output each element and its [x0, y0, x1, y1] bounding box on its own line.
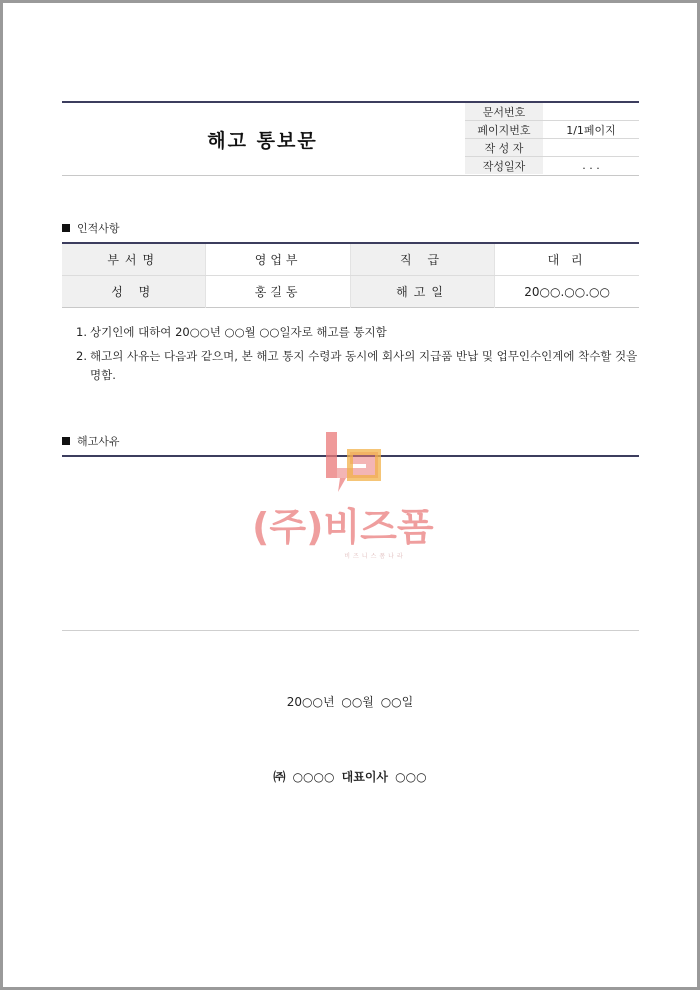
meta-label: 작성일자 — [465, 157, 543, 175]
bullet-square-icon — [62, 224, 70, 232]
meta-value — [543, 139, 639, 157]
meta-row — [465, 139, 639, 157]
item-number: 1. — [76, 325, 87, 339]
info-value: 대 리 — [495, 243, 639, 276]
info-label: 해고일 — [350, 276, 494, 308]
info-label: 성 명 — [62, 276, 206, 308]
meta-value: 1/1페이지 — [543, 121, 639, 139]
info-value: 영업부 — [206, 243, 350, 276]
info-label: 부서명 — [62, 243, 206, 276]
meta-value — [543, 103, 639, 121]
reason-section-heading — [62, 433, 120, 449]
meta-value: . . . — [582, 159, 600, 172]
reason-bottom-rule — [62, 630, 639, 631]
meta-row — [465, 121, 639, 139]
notice-list — [76, 323, 641, 390]
section-label: 해고사유 — [77, 435, 120, 448]
personal-info-table — [62, 242, 639, 308]
info-label: 직 급 — [350, 243, 494, 276]
meta-label: 문서번호 — [465, 103, 543, 121]
personal-section-heading — [62, 220, 120, 236]
document-title: 해고 통보문 — [207, 129, 318, 152]
info-row — [62, 276, 639, 308]
meta-row — [465, 157, 639, 175]
meta-label: 작 성 자 — [465, 139, 543, 157]
list-item — [76, 323, 641, 342]
info-row — [62, 243, 639, 276]
item-number: 2. — [76, 349, 87, 363]
meta-row — [465, 103, 639, 121]
item-text: 상기인에 대하여 20○○년 ○○월 ○○일자로 해고를 통지함 — [90, 325, 387, 339]
list-item — [76, 347, 641, 385]
issue-date: 20○○년 ○○월 ○○일 — [286, 695, 414, 709]
header-bottom-rule — [62, 175, 639, 176]
signature-line: ㈜ ○○○○ 대표이사 ○○○ — [273, 770, 427, 784]
meta-label: 페이지번호 — [465, 121, 543, 139]
info-value: 20○○.○○.○○ — [495, 276, 639, 308]
info-value: 홍길동 — [206, 276, 350, 308]
watermark-brand: (주)비즈폼 — [252, 505, 434, 549]
item-text: 해고의 사유는 다음과 같으며, 본 해고 통지 수령과 동시에 회사의 지급품 반납 및 업무인수인계에 착수할 것을 명함. — [90, 349, 638, 382]
section-label: 인적사항 — [77, 222, 120, 235]
watermark-subtitle: 비즈니스폼나라 — [344, 553, 406, 560]
document-meta-table — [465, 103, 639, 174]
bizform-logo-icon — [322, 428, 390, 498]
bullet-square-icon — [62, 437, 70, 445]
